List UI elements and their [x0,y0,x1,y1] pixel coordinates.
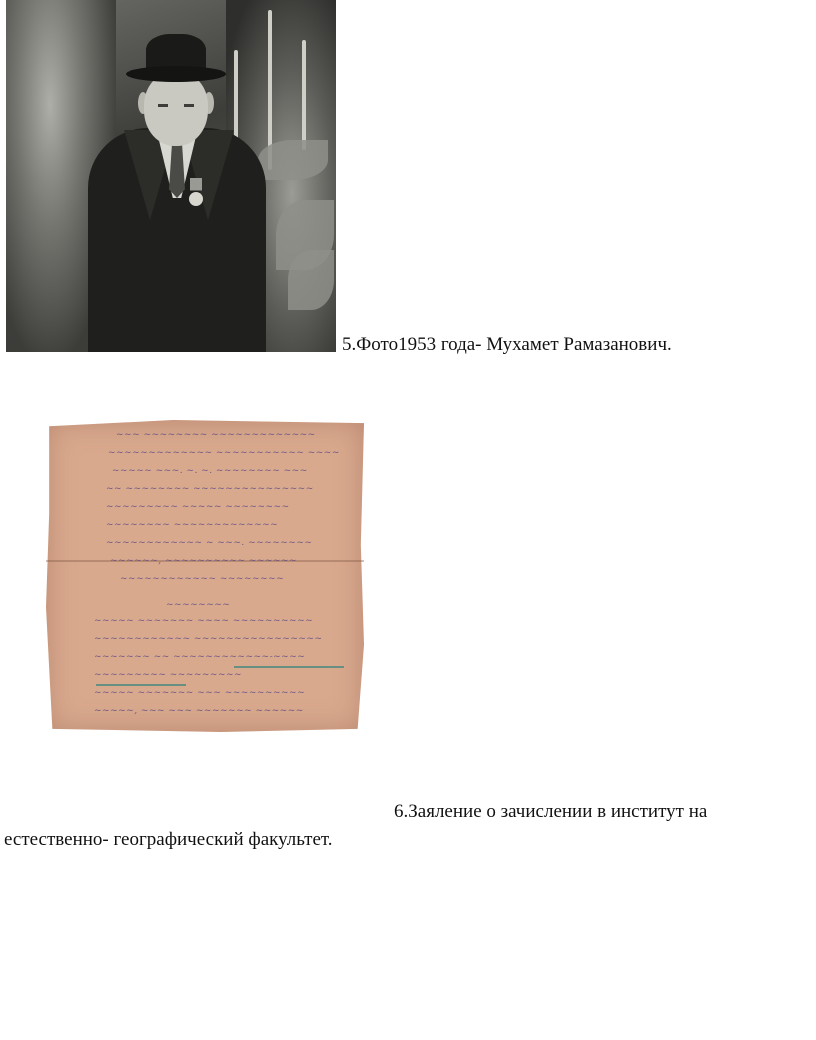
hat-brim [126,66,226,82]
handwriting-line: ~~ ~~~~~~~~ ~~~~~~~~~~~~~~~ [106,484,314,494]
plant-leaf [258,140,328,180]
plant-stalk [234,50,238,140]
handwriting-line: ~~~~~~~~~ ~~~~~ ~~~~~~~~ [106,502,290,512]
green-underline [96,684,186,686]
handwriting-line: ~~~ ~~~~~~~~ ~~~~~~~~~~~~~ [116,430,316,440]
handwriting-line: ~~~~~~~~~~~~ ~~~~~~~~ [120,574,285,584]
handwriting-line: ~~~~~~~~~~~~ ~~~~~~~~~~~~~~~~ [94,634,323,644]
handwritten-application-document [46,420,364,732]
handwriting-line: ~~~~~~~ ~~ ~~~~~~~~~~~~-~~~~ [94,652,306,662]
man-face [144,72,208,146]
handwriting-line: ~~~~~~~~~ ~~~~~~~~~ [94,670,243,680]
handwriting-line: ~~~~~ ~~~~~~~ ~~~~ ~~~~~~~~~~ [94,616,314,626]
handwriting-line: ~~~~~~, ~~~~~~~~~~ ~~~~~~ [110,556,297,566]
handwriting-line: ~~~~~ ~~~~~~~ ~~~ ~~~~~~~~~~ [94,688,306,698]
green-underline [234,666,344,668]
eye [158,104,168,107]
document-caption-line-1: 6.Заяление о зачислении в институт на [394,801,708,822]
medal [190,178,202,206]
handwriting-heading: ~~~~~~~~ [166,600,231,610]
eye [184,104,194,107]
handwriting-line: ~~~~~~~~~~~~~ ~~~~~~~~~~~ ~~~~ [108,448,340,458]
handwriting-line: ~~~~~, ~~~ ~~~ ~~~~~~~ ~~~~~~ [94,706,304,716]
plant-stalk [302,40,306,150]
document-caption-line-2: естественно- географический факультет. [4,829,333,850]
plant-leaf [288,250,334,310]
portrait-photo [6,0,336,352]
handwriting-line: ~~~~~~~~ ~~~~~~~~~~~~~ [106,520,279,530]
photo-caption: 5.Фото1953 года- Мухамет Рамазанович. [342,334,672,355]
handwriting-line: ~~~~~ ~~~. ~. ~. ~~~~~~~~ ~~~ [112,466,308,476]
handwriting-line: ~~~~~~~~~~~~ ~ ~~~. ~~~~~~~~ [106,538,313,548]
document-caption [0,798,816,854]
